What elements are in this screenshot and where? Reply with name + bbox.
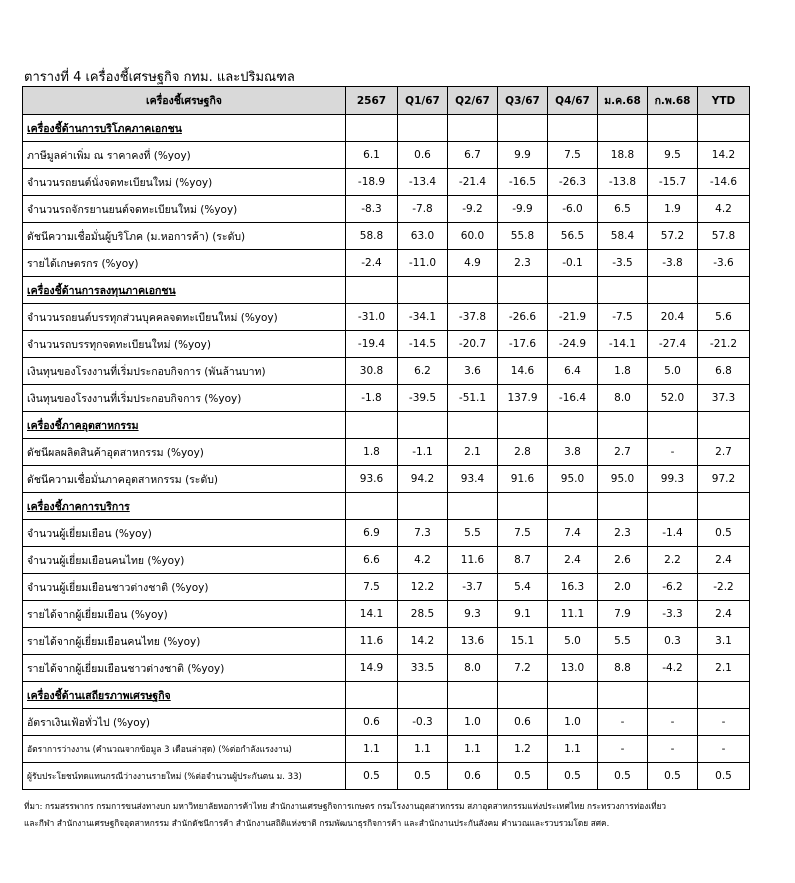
- table-cell: 1.0: [448, 709, 498, 736]
- table-cell: 1.8: [346, 439, 398, 466]
- table-cell: -0.3: [398, 709, 448, 736]
- row-label: รายได้จากผู้เยี่ยมเยือนชาวต่างชาติ (%yoy): [23, 655, 346, 682]
- table-row: [23, 763, 750, 790]
- table-cell: -: [698, 709, 750, 736]
- table-cell: 2.4: [698, 547, 750, 574]
- table-cell: [498, 277, 548, 304]
- table-row: [23, 628, 750, 655]
- table-cell: 2.7: [698, 439, 750, 466]
- section-row: [23, 412, 750, 439]
- header-2567: 2567: [346, 87, 398, 115]
- table-cell: 3.8: [548, 439, 598, 466]
- source-line-2: และกีฬา สำนักงานเศรษฐกิจอุตสาหกรรม สำนักดัชนีการค้า สำนักงานสถิติแห่งชาติ กรมพัฒนาธุรกิจการค้า และสำนักงานประกันสังคม คำนวณและรวบรวมโดย สศค.: [24, 818, 610, 828]
- table-row: [23, 142, 750, 169]
- row-label: รายได้จากผู้เยี่ยมเยือน (%yoy): [23, 601, 346, 628]
- table-cell: 14.2: [698, 142, 750, 169]
- table-cell: -1.4: [648, 520, 698, 547]
- row-label: รายได้เกษตรกร (%yoy): [23, 250, 346, 277]
- row-label: จำนวนผู้เยี่ยมเยือนคนไทย (%yoy): [23, 547, 346, 574]
- table-cell: 95.0: [548, 466, 598, 493]
- row-label: รายได้จากผู้เยี่ยมเยือนคนไทย (%yoy): [23, 628, 346, 655]
- table-cell: [648, 412, 698, 439]
- table-cell: 30.8: [346, 358, 398, 385]
- table-cell: [648, 493, 698, 520]
- table-cell: 6.9: [346, 520, 398, 547]
- table-cell: 2.8: [498, 439, 548, 466]
- table-cell: [598, 682, 648, 709]
- table-cell: 95.0: [598, 466, 648, 493]
- table-caption: ตารางที่ 4 เครื่องชี้เศรษฐกิจ กทม. และปริมณฑล: [24, 70, 295, 85]
- table-cell: 4.2: [398, 547, 448, 574]
- table-cell: -7.5: [598, 304, 648, 331]
- table-cell: 5.0: [648, 358, 698, 385]
- table-cell: 9.9: [498, 142, 548, 169]
- table-cell: -3.6: [698, 250, 750, 277]
- table-cell: 0.5: [346, 763, 398, 790]
- table-cell: [398, 682, 448, 709]
- section-label: เครื่องชี้ภาคอุตสาหกรรม: [23, 412, 346, 439]
- table-cell: -: [648, 439, 698, 466]
- table-cell: -2.2: [698, 574, 750, 601]
- table-cell: 14.1: [346, 601, 398, 628]
- row-label: ผู้รับประโยชน์ทดแทนกรณีว่างงานรายใหม่ (%ต่อจำนวนผู้ประกันตน ม. 33): [23, 763, 346, 790]
- table-cell: -7.8: [398, 196, 448, 223]
- table-cell: 0.5: [698, 520, 750, 547]
- table-cell: [498, 493, 548, 520]
- table-cell: 11.6: [448, 547, 498, 574]
- table-cell: 1.1: [346, 736, 398, 763]
- table-cell: 13.0: [548, 655, 598, 682]
- section-row: [23, 493, 750, 520]
- table-cell: -2.4: [346, 250, 398, 277]
- table-cell: 20.4: [648, 304, 698, 331]
- table-cell: -16.5: [498, 169, 548, 196]
- table-cell: [548, 277, 598, 304]
- table-cell: -: [598, 736, 648, 763]
- table-cell: [548, 493, 598, 520]
- row-label: จำนวนรถยนต์นั่งจดทะเบียนใหม่ (%yoy): [23, 169, 346, 196]
- table-cell: 12.2: [398, 574, 448, 601]
- table-cell: 2.4: [698, 601, 750, 628]
- row-label: จำนวนรถยนต์บรรทุกส่วนบุคคลจดทะเบียนใหม่ (%yoy): [23, 304, 346, 331]
- table-cell: 1.0: [548, 709, 598, 736]
- table-cell: [598, 115, 648, 142]
- table-cell: [548, 115, 598, 142]
- table-cell: [698, 277, 750, 304]
- header-q4-67: Q4/67: [548, 87, 598, 115]
- table-cell: -9.9: [498, 196, 548, 223]
- table-cell: 5.6: [698, 304, 750, 331]
- table-cell: -14.5: [398, 331, 448, 358]
- table-cell: [548, 682, 598, 709]
- table-row: [23, 601, 750, 628]
- table-row: [23, 304, 750, 331]
- table-cell: -3.8: [648, 250, 698, 277]
- table-cell: 13.6: [448, 628, 498, 655]
- table-cell: [498, 412, 548, 439]
- table-cell: [448, 412, 498, 439]
- table-row: [23, 358, 750, 385]
- table-cell: [648, 682, 698, 709]
- table-cell: -0.1: [548, 250, 598, 277]
- table-row: [23, 520, 750, 547]
- table-cell: 7.4: [548, 520, 598, 547]
- table-cell: -1.1: [398, 439, 448, 466]
- table-cell: [698, 493, 750, 520]
- table-row: [23, 196, 750, 223]
- table-cell: 6.7: [448, 142, 498, 169]
- table-cell: 14.6: [498, 358, 548, 385]
- table-row: [23, 547, 750, 574]
- table-cell: -15.7: [648, 169, 698, 196]
- table-cell: -4.2: [648, 655, 698, 682]
- table-cell: -: [598, 709, 648, 736]
- table-cell: 1.2: [498, 736, 548, 763]
- table-cell: -6.0: [548, 196, 598, 223]
- source-note: [24, 798, 764, 832]
- row-label: จำนวนรถบรรทุกจดทะเบียนใหม่ (%yoy): [23, 331, 346, 358]
- row-label: จำนวนผู้เยี่ยมเยือนชาวต่างชาติ (%yoy): [23, 574, 346, 601]
- table-cell: 2.6: [598, 547, 648, 574]
- table-cell: 94.2: [398, 466, 448, 493]
- table-cell: -14.1: [598, 331, 648, 358]
- table-cell: 4.9: [448, 250, 498, 277]
- table-cell: -31.0: [346, 304, 398, 331]
- table-cell: 14.9: [346, 655, 398, 682]
- table-cell: [398, 277, 448, 304]
- table-row: [23, 655, 750, 682]
- table-cell: 0.6: [346, 709, 398, 736]
- table-cell: 9.5: [648, 142, 698, 169]
- table-cell: [698, 115, 750, 142]
- table-cell: 63.0: [398, 223, 448, 250]
- table-cell: [398, 412, 448, 439]
- table-cell: -51.1: [448, 385, 498, 412]
- table-cell: 52.0: [648, 385, 698, 412]
- table-cell: [698, 412, 750, 439]
- header-feb-68: ก.พ.68: [648, 87, 698, 115]
- table-cell: 8.0: [598, 385, 648, 412]
- row-label: อัตราเงินเฟ้อทั่วไป (%yoy): [23, 709, 346, 736]
- table-header-row: [23, 87, 750, 115]
- table-cell: 1.8: [598, 358, 648, 385]
- table-cell: -13.8: [598, 169, 648, 196]
- header-q3-67: Q3/67: [498, 87, 548, 115]
- table-row: [23, 223, 750, 250]
- table-cell: 4.2: [698, 196, 750, 223]
- table-cell: 7.9: [598, 601, 648, 628]
- table-cell: 0.5: [648, 763, 698, 790]
- table-cell: 18.8: [598, 142, 648, 169]
- table-cell: -9.2: [448, 196, 498, 223]
- table-cell: 5.4: [498, 574, 548, 601]
- table-cell: 57.8: [698, 223, 750, 250]
- table-cell: -21.4: [448, 169, 498, 196]
- table-body: [23, 115, 750, 790]
- table-cell: 56.5: [548, 223, 598, 250]
- table-cell: -19.4: [346, 331, 398, 358]
- table-cell: -20.7: [448, 331, 498, 358]
- table-cell: [598, 493, 648, 520]
- table-cell: 5.5: [448, 520, 498, 547]
- table-cell: [448, 493, 498, 520]
- table-cell: [698, 682, 750, 709]
- table-row: [23, 169, 750, 196]
- table-cell: 58.8: [346, 223, 398, 250]
- table-cell: 2.0: [598, 574, 648, 601]
- table-cell: 1.1: [548, 736, 598, 763]
- table-cell: -17.6: [498, 331, 548, 358]
- table-row: [23, 736, 750, 763]
- row-label: ดัชนีความเชื่อมั่นภาคอุตสาหกรรม (ระดับ): [23, 466, 346, 493]
- table-cell: 60.0: [448, 223, 498, 250]
- table-cell: -3.7: [448, 574, 498, 601]
- row-label: เงินทุนของโรงงานที่เริ่มประกอบกิจการ (%yoy): [23, 385, 346, 412]
- table-row: [23, 331, 750, 358]
- table-cell: 0.5: [498, 763, 548, 790]
- table-cell: 5.0: [548, 628, 598, 655]
- table-cell: 0.5: [548, 763, 598, 790]
- table-cell: 1.1: [448, 736, 498, 763]
- row-label: จำนวนรถจักรยานยนต์จดทะเบียนใหม่ (%yoy): [23, 196, 346, 223]
- table-cell: -11.0: [398, 250, 448, 277]
- table-cell: 2.1: [698, 655, 750, 682]
- table-cell: [448, 115, 498, 142]
- table-cell: 11.1: [548, 601, 598, 628]
- table-cell: 7.5: [498, 520, 548, 547]
- section-row: [23, 115, 750, 142]
- table-cell: 0.5: [698, 763, 750, 790]
- table-cell: 3.6: [448, 358, 498, 385]
- table-cell: 6.5: [598, 196, 648, 223]
- table-cell: 137.9: [498, 385, 548, 412]
- table-cell: 0.5: [598, 763, 648, 790]
- section-label: เครื่องชี้ด้านการบริโภคภาคเอกชน: [23, 115, 346, 142]
- table-cell: -1.8: [346, 385, 398, 412]
- table-cell: 6.6: [346, 547, 398, 574]
- table-cell: [346, 493, 398, 520]
- row-label: ภาษีมูลค่าเพิ่ม ณ ราคาคงที่ (%yoy): [23, 142, 346, 169]
- table-cell: -14.6: [698, 169, 750, 196]
- table-cell: 28.5: [398, 601, 448, 628]
- section-label: เครื่องชี้ด้านเสถียรภาพเศรษฐกิจ: [23, 682, 346, 709]
- table-cell: 15.1: [498, 628, 548, 655]
- table-cell: 2.3: [598, 520, 648, 547]
- table-cell: 3.1: [698, 628, 750, 655]
- table-cell: -21.2: [698, 331, 750, 358]
- table-cell: [346, 412, 398, 439]
- header-q1-67: Q1/67: [398, 87, 448, 115]
- table-cell: 2.2: [648, 547, 698, 574]
- table-cell: 8.7: [498, 547, 548, 574]
- table-cell: 91.6: [498, 466, 548, 493]
- table-row: [23, 466, 750, 493]
- table-cell: 1.9: [648, 196, 698, 223]
- table-cell: -24.9: [548, 331, 598, 358]
- section-row: [23, 682, 750, 709]
- table-cell: -26.3: [548, 169, 598, 196]
- table-cell: -27.4: [648, 331, 698, 358]
- table-cell: 7.5: [346, 574, 398, 601]
- header-ytd: YTD: [698, 87, 750, 115]
- section-label: เครื่องชี้ด้านการลงทุนภาคเอกชน: [23, 277, 346, 304]
- table-cell: -3.3: [648, 601, 698, 628]
- table-cell: 1.1: [398, 736, 448, 763]
- table-cell: 14.2: [398, 628, 448, 655]
- table-row: [23, 709, 750, 736]
- table-cell: -: [698, 736, 750, 763]
- table-cell: 93.6: [346, 466, 398, 493]
- table-cell: [398, 493, 448, 520]
- table-cell: [346, 277, 398, 304]
- table-cell: 0.3: [648, 628, 698, 655]
- table-cell: 6.8: [698, 358, 750, 385]
- table-cell: -3.5: [598, 250, 648, 277]
- table-cell: -: [648, 736, 698, 763]
- table-cell: [498, 682, 548, 709]
- table-cell: [598, 277, 648, 304]
- table-cell: [346, 115, 398, 142]
- table-cell: 93.4: [448, 466, 498, 493]
- table-cell: -: [648, 709, 698, 736]
- table-cell: 2.4: [548, 547, 598, 574]
- table-cell: 9.3: [448, 601, 498, 628]
- source-line-1: ที่มา: กรมสรรพากร กรมการขนส่งทางบก มหาวิทยาลัยหอการค้าไทย สำนักงานเศรษฐกิจการเกษตร กรมโรงงานอุตสาหกรรม สภาอุตสาหกรรมแห่งประเทศไทย กระทรวงการท่องเที่ยว: [24, 801, 667, 811]
- table-cell: [648, 115, 698, 142]
- table-cell: 6.2: [398, 358, 448, 385]
- row-label: ดัชนีผลผลิตสินค้าอุตสาหกรรม (%yoy): [23, 439, 346, 466]
- table-row: [23, 385, 750, 412]
- row-label: เงินทุนของโรงงานที่เริ่มประกอบกิจการ (พันล้านบาท): [23, 358, 346, 385]
- row-label: จำนวนผู้เยี่ยมเยือน (%yoy): [23, 520, 346, 547]
- table-cell: [448, 682, 498, 709]
- table-cell: 55.8: [498, 223, 548, 250]
- section-label: เครื่องชี้ภาคการบริการ: [23, 493, 346, 520]
- economic-indicators-table: [22, 86, 750, 790]
- table-cell: 7.2: [498, 655, 548, 682]
- table-cell: 2.3: [498, 250, 548, 277]
- table-cell: -37.8: [448, 304, 498, 331]
- table-cell: 16.3: [548, 574, 598, 601]
- header-q2-67: Q2/67: [448, 87, 498, 115]
- table-cell: 7.5: [548, 142, 598, 169]
- table-cell: 8.0: [448, 655, 498, 682]
- table-cell: -26.6: [498, 304, 548, 331]
- table-cell: 97.2: [698, 466, 750, 493]
- table-cell: -16.4: [548, 385, 598, 412]
- table-cell: -21.9: [548, 304, 598, 331]
- table-cell: 9.1: [498, 601, 548, 628]
- table-cell: 0.6: [398, 142, 448, 169]
- table-cell: 7.3: [398, 520, 448, 547]
- table-cell: -8.3: [346, 196, 398, 223]
- table-row: [23, 574, 750, 601]
- table-cell: [448, 277, 498, 304]
- row-label: ดัชนีความเชื่อมั่นผู้บริโภค (ม.หอการค้า) (ระดับ): [23, 223, 346, 250]
- table-cell: 2.1: [448, 439, 498, 466]
- table-cell: -18.9: [346, 169, 398, 196]
- table-cell: 2.7: [598, 439, 648, 466]
- table-row: [23, 250, 750, 277]
- table-cell: [346, 682, 398, 709]
- table-cell: 0.5: [398, 763, 448, 790]
- table-cell: -13.4: [398, 169, 448, 196]
- table-cell: 0.6: [498, 709, 548, 736]
- table-cell: -39.5: [398, 385, 448, 412]
- header-jan-68: ม.ค.68: [598, 87, 648, 115]
- table-cell: [548, 412, 598, 439]
- table-cell: 5.5: [598, 628, 648, 655]
- row-label: อัตราการว่างงาน (คำนวณจากข้อมูล 3 เดือนล่าสุด) (%ต่อกำลังแรงงาน): [23, 736, 346, 763]
- table-cell: -34.1: [398, 304, 448, 331]
- table-cell: 8.8: [598, 655, 648, 682]
- table-cell: [648, 277, 698, 304]
- table-cell: -6.2: [648, 574, 698, 601]
- table-cell: 37.3: [698, 385, 750, 412]
- table-cell: 99.3: [648, 466, 698, 493]
- table-cell: [498, 115, 548, 142]
- table-cell: 33.5: [398, 655, 448, 682]
- table-cell: 11.6: [346, 628, 398, 655]
- table-cell: 58.4: [598, 223, 648, 250]
- table-cell: [398, 115, 448, 142]
- header-indicator: เครื่องชี้เศรษฐกิจ: [23, 87, 346, 115]
- table-cell: 0.6: [448, 763, 498, 790]
- table-row: [23, 439, 750, 466]
- table-cell: 6.4: [548, 358, 598, 385]
- table-cell: 6.1: [346, 142, 398, 169]
- table-cell: 57.2: [648, 223, 698, 250]
- table-cell: [598, 412, 648, 439]
- section-row: [23, 277, 750, 304]
